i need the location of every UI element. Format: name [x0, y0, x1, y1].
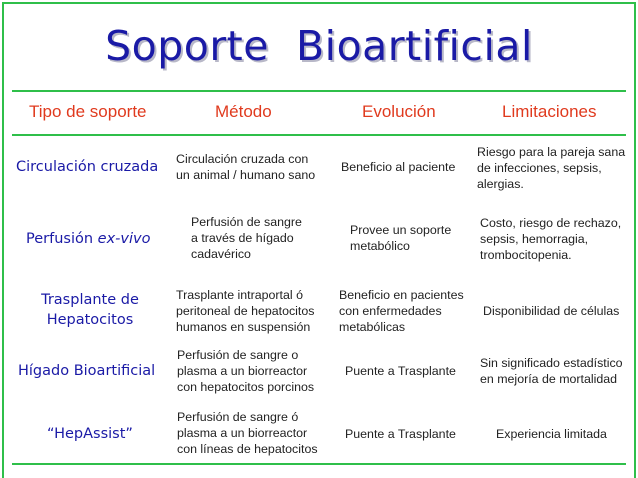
header-metodo: Método	[215, 102, 272, 121]
row-limitations: Sin significado estadístico en mejoría de mortalidad	[480, 356, 623, 386]
row-limitations: Costo, riesgo de rechazo, sepsis, hemorragia, trombocitopenia.	[480, 216, 622, 262]
row-method: Circulación cruzada con un animal / humano sano	[176, 152, 316, 182]
row-evolution: Provee un soporte metabólico	[350, 223, 452, 253]
header-evolucion: Evolución	[362, 102, 436, 121]
row-type-prefix: Perfusión	[26, 231, 98, 247]
row-type: Circulación cruzada	[16, 159, 159, 175]
row-type-emphasis: ex-vivo	[97, 231, 151, 247]
header-divider	[12, 134, 626, 136]
row-evolution: Puente a Trasplante	[345, 427, 456, 441]
row-type: “HepAssist”	[47, 426, 133, 442]
row-method: Perfusión de sangre a través de hígado cadavérico	[191, 215, 302, 261]
row-evolution: Puente a Trasplante	[345, 364, 456, 378]
top-divider	[12, 90, 626, 92]
row-method: Trasplante intraportal ó peritoneal de hepatocitos humanos en suspensión	[176, 288, 315, 334]
header-tipo: Tipo de soporte	[29, 102, 147, 121]
header-limitaciones: Limitaciones	[502, 102, 597, 121]
row-limitations: Disponibilidad de células	[483, 304, 620, 318]
slide-title: Soporte Bioartificial	[105, 22, 533, 70]
row-evolution: Beneficio al paciente	[341, 160, 456, 174]
row-method: Perfusión de sangre ó plasma a un biorreactor con líneas de hepatocitos	[177, 410, 318, 456]
row-limitations: Experiencia limitada	[496, 427, 607, 441]
row-limitations: Riesgo para la pareja sana de infecciones, sepsis, alergias.	[477, 145, 626, 191]
row-evolution: Beneficio en pacientes con enfermedades metabólicas	[339, 288, 464, 334]
row-type: Trasplante de Hepatocitos	[41, 292, 139, 328]
row-method: Perfusión de sangre o plasma a un biorreactor con hepatocitos porcinos	[177, 348, 315, 394]
bottom-divider	[12, 463, 626, 465]
row-type: Hígado Bioartificial	[18, 363, 156, 379]
row-type	[26, 229, 150, 249]
